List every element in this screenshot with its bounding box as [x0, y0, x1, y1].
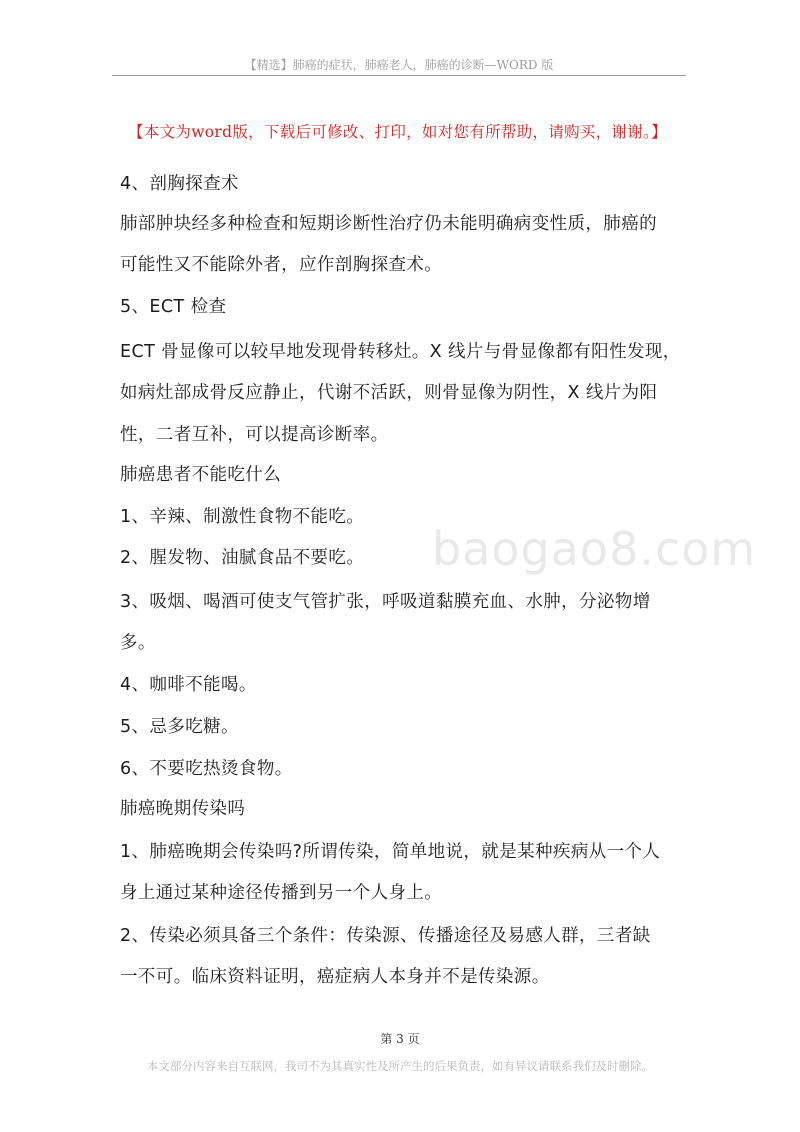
- list-item: 2、传染必须具备三个条件：传染源、传播途径及易感人群，三者缺: [120, 926, 651, 946]
- footer-disclaimer: 本文部分内容来自互联网，我司不为其真实性及所产生的后果负责，如有异议请联系我们及时删除。: [147, 1059, 653, 1073]
- list-item: 1、肺癌晚期会传染吗?所谓传染，简单地说，就是某种疾病从一个人: [120, 842, 661, 862]
- paragraph-line: 肺部肿块经多种检查和短期诊断性治疗仍未能明确病变性质，肺癌的: [120, 214, 657, 234]
- list-item: 6、不要吃热烫食物。: [120, 759, 293, 779]
- list-item: 5、忌多吃糖。: [120, 717, 239, 737]
- list-item: 一不可。临床资料证明，癌症病人本身并不是传染源。: [120, 967, 550, 987]
- list-item: 3、吸烟、喝酒可使支气管扩张，呼吸道黏膜充血、水肿，分泌物增: [120, 592, 651, 612]
- list-item: 4、咖啡不能喝。: [120, 675, 257, 695]
- section-heading: 肺癌患者不能吃什么: [120, 465, 282, 485]
- purchase-notice: 【本文为word版，下载后可修改、打印，如对您有所帮助，请购买，谢谢。】: [128, 123, 667, 141]
- section-heading: 4、剖胸探查术: [120, 174, 239, 194]
- section-heading: 肺癌晚期传染吗: [120, 799, 246, 819]
- header-divider: [112, 75, 686, 76]
- paragraph-line: 性，二者互补，可以提高诊断率。: [120, 425, 389, 445]
- paragraph-line: 如病灶部成骨反应静止，代谢不活跃，则骨显像为阴性，X 线片为阳: [120, 383, 658, 403]
- page-number: 第 3 页: [380, 1032, 420, 1046]
- list-item: 身上通过某种途径传播到另一个人身上。: [120, 883, 443, 903]
- list-item: 1、辛辣、制激性食物不能吃。: [120, 507, 365, 527]
- page-header-title: 【精选】肺癌的症状，肺癌老人，肺癌的诊断—WORD 版: [244, 58, 554, 72]
- watermark: baogao8.com: [432, 522, 757, 576]
- paragraph-line: ECT 骨显像可以较早地发现骨转移灶。X 线片与骨显像都有阳性发现，: [120, 342, 681, 362]
- paragraph-line: 可能性又不能除外者，应作剖胸探查术。: [120, 255, 443, 275]
- section-heading: 5、ECT 检查: [120, 297, 227, 317]
- list-item: 多。: [120, 633, 156, 653]
- list-item: 2、腥发物、油腻食品不要吃。: [120, 548, 365, 568]
